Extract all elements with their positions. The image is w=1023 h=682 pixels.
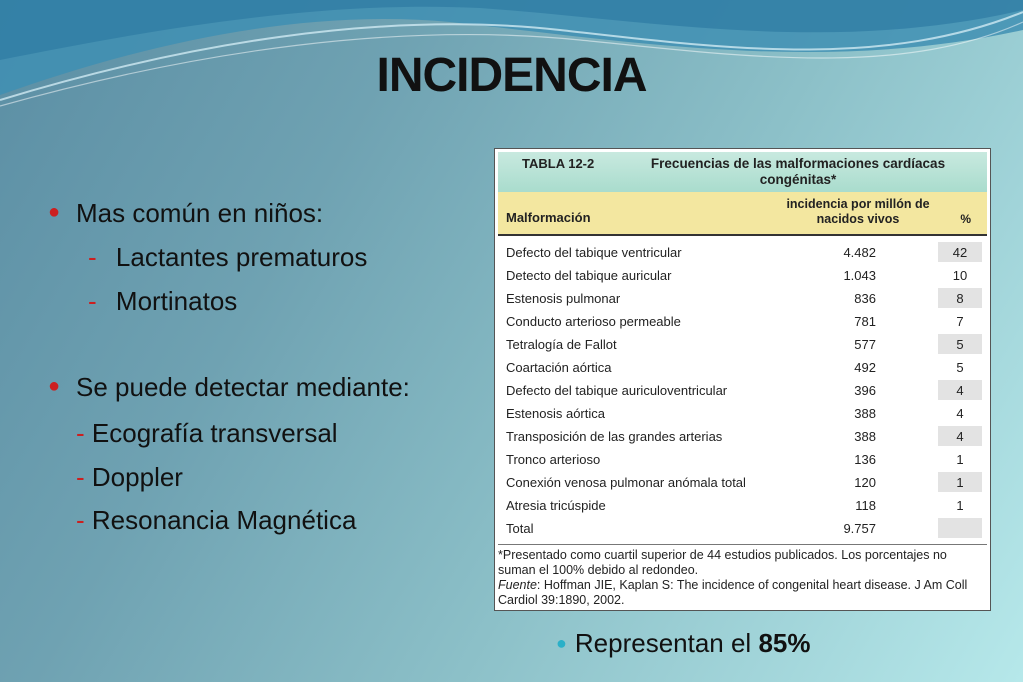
row-malformation: Coartación aórtica (506, 360, 612, 375)
bullet-item (48, 198, 323, 229)
bullet-text: Resonancia Magnética (91, 505, 357, 535)
table-row (498, 518, 987, 541)
header-malformacion: Malformación (506, 210, 591, 225)
row-malformation: Conducto arterioso permeable (506, 314, 681, 329)
bullet-dot-icon: ● (556, 633, 567, 653)
row-malformation: Detecto del tabique auricular (506, 268, 672, 283)
bullet-text: Lactantes prematuros (115, 242, 368, 272)
row-percent: 5 (956, 360, 964, 375)
row-incidence: 388 (854, 406, 876, 421)
table-row (498, 403, 987, 426)
row-incidence: 4.482 (843, 245, 876, 260)
row-malformation: Defecto del tabique ventricular (506, 245, 682, 260)
row-incidence: 396 (854, 383, 876, 398)
row-incidence: 120 (854, 475, 876, 490)
row-percent: 4 (938, 426, 982, 446)
representan-bullet (556, 628, 810, 659)
row-incidence: 781 (854, 314, 876, 329)
bullet-item (76, 462, 183, 493)
row-malformation: Tronco arterioso (506, 452, 601, 467)
row-malformation: Conexión venosa pulmonar anómala total (506, 475, 746, 490)
table-row (498, 426, 987, 449)
row-percent: 4 (938, 380, 982, 400)
row-incidence: 118 (855, 498, 876, 513)
bullet-item (48, 372, 410, 403)
row-malformation: Tetralogía de Fallot (506, 337, 617, 352)
malformation-table (494, 148, 991, 611)
table-header-row (498, 192, 987, 236)
row-percent: 1 (956, 452, 964, 467)
row-incidence: 136 (854, 452, 876, 467)
row-percent: 5 (938, 334, 982, 354)
table-footnote (498, 548, 987, 608)
row-percent: 8 (938, 288, 982, 308)
bullet-dot-icon: ● (48, 375, 61, 397)
bullet-text: Mortinatos (115, 286, 238, 316)
table-row (498, 265, 987, 288)
table-row (498, 288, 987, 311)
row-incidence: 836 (854, 291, 876, 306)
representan-prefix: Representan el (574, 628, 759, 658)
bullet-text: Ecografía transversal (91, 418, 338, 448)
footnote-divider (498, 544, 987, 545)
row-malformation: Estenosis aórtica (506, 406, 605, 421)
bullet-text: Doppler (91, 462, 183, 492)
table-row (498, 357, 987, 380)
row-malformation: Defecto del tabique auriculoventricular (506, 383, 728, 398)
bullet-item (76, 505, 356, 536)
table-row (498, 380, 987, 403)
row-percent: 1 (938, 472, 982, 492)
row-incidence: 9.757 (843, 521, 876, 536)
dash-marker: - (76, 505, 85, 535)
table-row (498, 449, 987, 472)
row-percent (938, 518, 982, 538)
bullet-item (76, 418, 338, 449)
slide-title: INCIDENCIA (376, 49, 647, 102)
dash-marker: - (88, 242, 97, 272)
table-row (498, 472, 987, 495)
source-label: Fuente (498, 578, 537, 592)
bullet-dot-icon: ● (48, 201, 61, 223)
row-incidence: 1.043 (843, 268, 876, 283)
table-tag: TABLA 12-2 (522, 156, 595, 171)
dash-marker: - (76, 462, 85, 492)
source-text: : Hoffman JIE, Kaplan S: The incidence of congenital heart disease. J Am Coll Cardiol 39:1890, 2002. (498, 578, 968, 607)
bullet-item (88, 242, 367, 273)
row-malformation: Total (506, 521, 534, 536)
footnote-text: *Presentado como cuartil superior de 44 estudios publicados. Los porcentajes no suman el 100% debido al redondeo. (498, 548, 947, 577)
row-incidence: 577 (854, 337, 876, 352)
dash-marker: - (88, 286, 97, 316)
bullet-item (88, 286, 237, 317)
row-malformation: Estenosis pulmonar (506, 291, 621, 306)
table-caption: Frecuencias de las malformaciones cardíacas congénitas* (650, 156, 946, 187)
row-percent: 10 (952, 268, 968, 283)
bullet-text: Mas común en niños: (76, 198, 324, 228)
table-caption-band (498, 152, 987, 192)
row-malformation: Transposición de las grandes arterias (506, 429, 723, 444)
row-incidence: 388 (854, 429, 876, 444)
table-row (498, 334, 987, 357)
bullet-text: Se puede detectar mediante: (76, 372, 410, 402)
representan-value: 85% (758, 628, 811, 658)
row-percent: 7 (956, 314, 964, 329)
dash-marker: - (76, 418, 85, 448)
header-incidencia: incidencia por millón de nacidos vivos (786, 197, 930, 226)
table-row (498, 311, 987, 334)
row-percent: 4 (956, 406, 964, 421)
row-incidence: 492 (854, 360, 876, 375)
header-percent: % (960, 212, 971, 226)
row-percent: 42 (938, 242, 982, 262)
row-malformation: Atresia tricúspide (506, 498, 606, 513)
table-row (498, 495, 987, 518)
table-row (498, 242, 987, 265)
row-percent: 1 (956, 498, 964, 513)
